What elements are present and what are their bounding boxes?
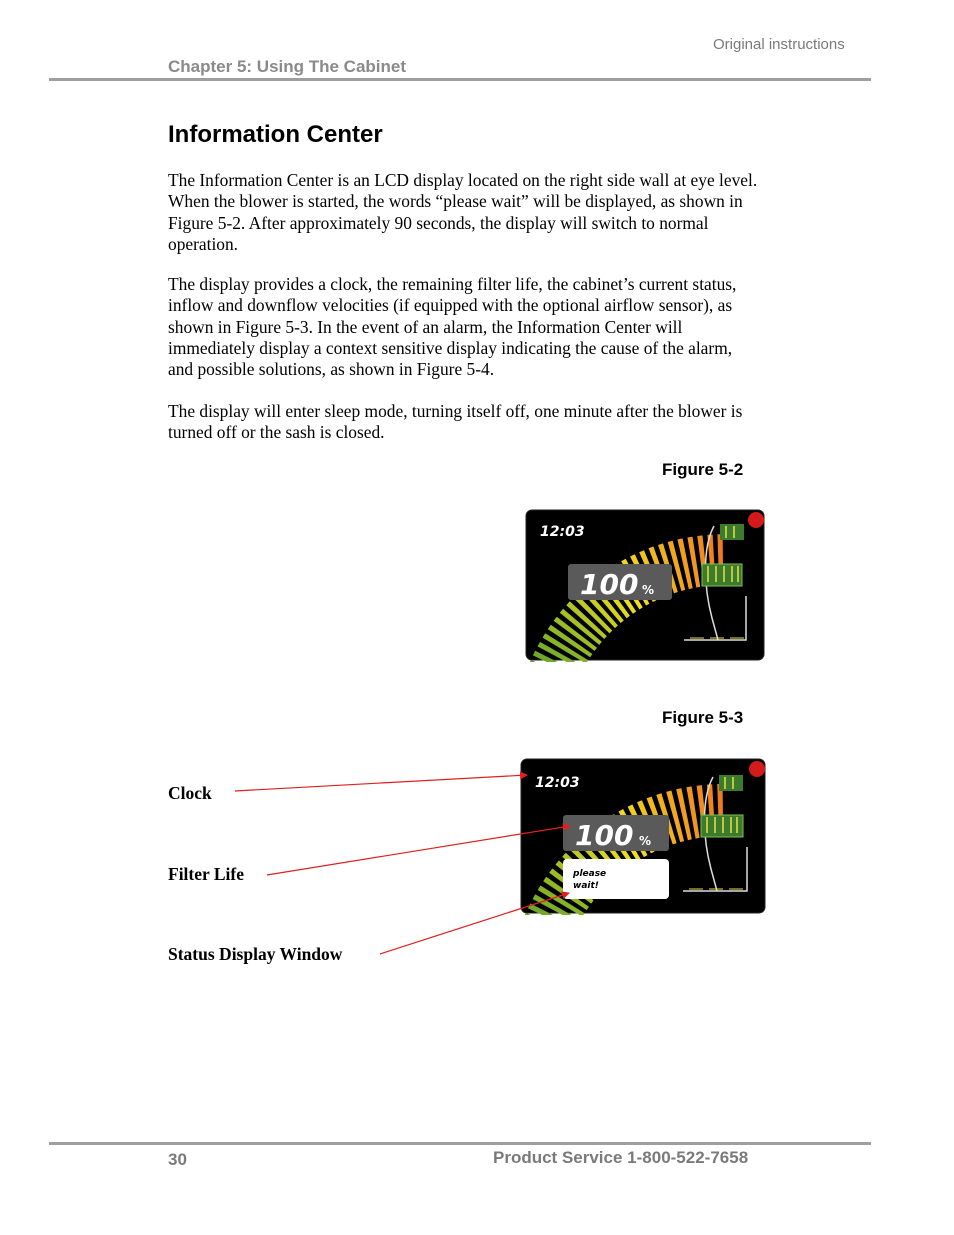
paragraph-3: The display will enter sleep mode, turning itself off, one minute after the blower is turned off or the sash is closed. <box>168 401 743 443</box>
filter-life-value: 100 <box>575 819 634 852</box>
callout-filter-life: Filter Life <box>168 864 244 884</box>
chapter-header: Chapter 5: Using The Cabinet <box>168 57 407 76</box>
status-text-line-1: please <box>573 869 607 879</box>
status-display-window <box>563 859 669 899</box>
product-service-phone: Product Service 1-800-522-7658 <box>493 1148 749 1167</box>
header-rule <box>49 78 871 81</box>
figure-5-3-label: Figure 5-3 <box>662 708 744 727</box>
footer-rule <box>49 1142 871 1145</box>
original-instructions-note: Original instructions <box>713 36 845 53</box>
clock-arrow <box>235 775 527 791</box>
page-number: 30 <box>168 1150 187 1169</box>
filter-life-unit: % <box>642 583 655 597</box>
callout-status-display-window: Status Display Window <box>168 944 343 964</box>
figure-5-2-lcd-display <box>524 508 766 662</box>
callout-clock: Clock <box>168 783 212 803</box>
status-text-line-2: wait! <box>573 881 599 891</box>
clock-text: 12:03 <box>535 775 580 791</box>
figure-5-3-lcd-display <box>519 757 767 915</box>
filter-life-unit: % <box>639 834 652 848</box>
paragraph-2: The display provides a clock, the remaining filter life, the cabinet’s current status, inflow and downflow velocities (if equipped with the optional airflow sensor), as shown in Figure 5-3. In the event of an alarm, the Information Center will immediately display a context sensitive display indicating the cause of the alarm, and possible solutions, as shown in Figure 5-4. <box>168 274 737 380</box>
clock-text: 12:03 <box>540 524 585 540</box>
figure-5-2-label: Figure 5-2 <box>662 460 744 479</box>
section-title: Information Center <box>168 121 383 148</box>
paragraph-1: The Information Center is an LCD display located on the right side wall at eye level. When the blower is started, the words “please wait” will be displayed, as shown in Figure 5-2. After approximately 90 seconds, the display will switch to normal operation. <box>168 170 758 254</box>
filter-life-value: 100 <box>580 568 639 601</box>
